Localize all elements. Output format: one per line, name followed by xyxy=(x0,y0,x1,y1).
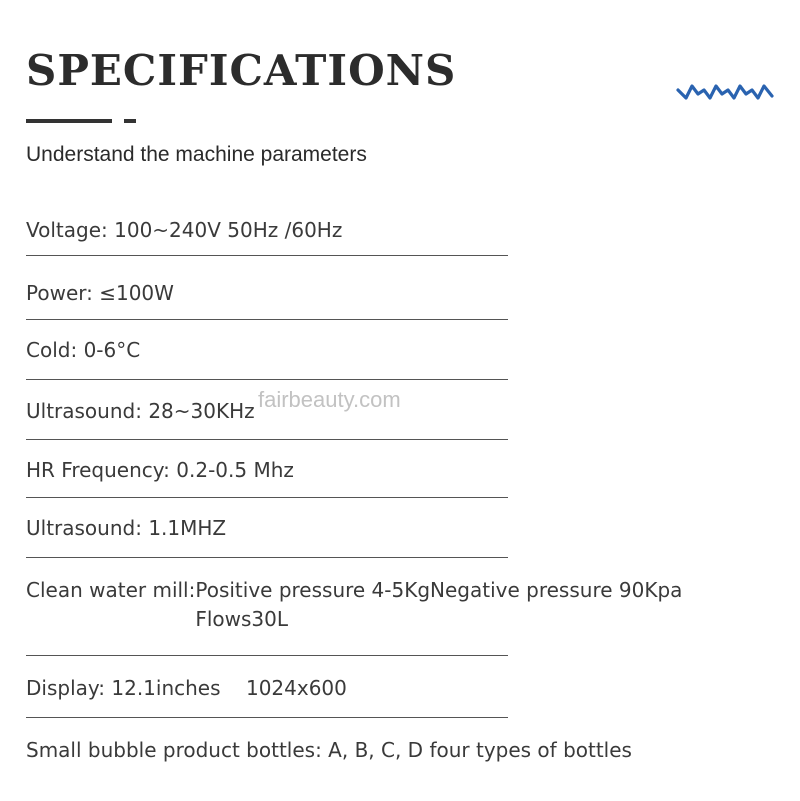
spec-value: Positive pressure 4-5KgNegative pressure 90Kpa xyxy=(195,578,683,602)
page-title: SPECIFICATIONS xyxy=(26,46,457,95)
spec-voltage xyxy=(26,216,342,245)
spec-clean-water-mill xyxy=(26,576,682,634)
page-subtitle: Understand the machine parameters xyxy=(26,143,367,166)
divider xyxy=(26,717,508,718)
spec-label: Power: xyxy=(26,281,100,305)
spec-label: HR Frequency: xyxy=(26,458,177,482)
divider xyxy=(26,379,508,380)
spec-label: Cold: xyxy=(26,338,84,362)
divider xyxy=(26,557,508,558)
spec-label: Clean water mill: xyxy=(26,578,196,602)
spec-label: Voltage: xyxy=(26,218,115,242)
spec-label: Small bubble product bottles: xyxy=(26,738,329,762)
spec-value: 12.1inches 1024x600 xyxy=(111,676,347,700)
spec-value-line-2: Flows30L xyxy=(195,607,289,631)
spec-value: 28~30KHz xyxy=(148,399,255,423)
title-underline xyxy=(26,119,112,123)
spec-ultrasound-mhz xyxy=(26,514,226,543)
spec-power xyxy=(26,279,174,308)
spec-value: 0-6°C xyxy=(83,338,141,362)
spec-value: 0.2-0.5 Mhz xyxy=(176,458,294,482)
spec-value: 100~240V 50Hz /60Hz xyxy=(114,218,343,242)
spec-label: Display: xyxy=(26,676,112,700)
spec-value: 1.1MHZ xyxy=(148,516,227,540)
spec-ultrasound-khz xyxy=(26,397,255,426)
wave-logo-icon xyxy=(676,82,774,100)
divider xyxy=(26,655,508,656)
divider xyxy=(26,319,508,320)
title-underline-dash xyxy=(124,119,136,123)
divider xyxy=(26,439,508,440)
spec-bubble-bottles xyxy=(26,736,632,765)
spec-value: A, B, C, D four types of bottles xyxy=(328,738,632,762)
spec-display xyxy=(26,674,347,703)
divider xyxy=(26,255,508,256)
watermark: fairbeauty.com xyxy=(258,387,401,412)
spec-label: Ultrasound: xyxy=(26,516,149,540)
spec-value: ≤100W xyxy=(99,281,174,305)
spec-hr-frequency xyxy=(26,456,294,485)
spec-label: Ultrasound: xyxy=(26,399,149,423)
divider xyxy=(26,497,508,498)
spec-cold xyxy=(26,336,140,365)
